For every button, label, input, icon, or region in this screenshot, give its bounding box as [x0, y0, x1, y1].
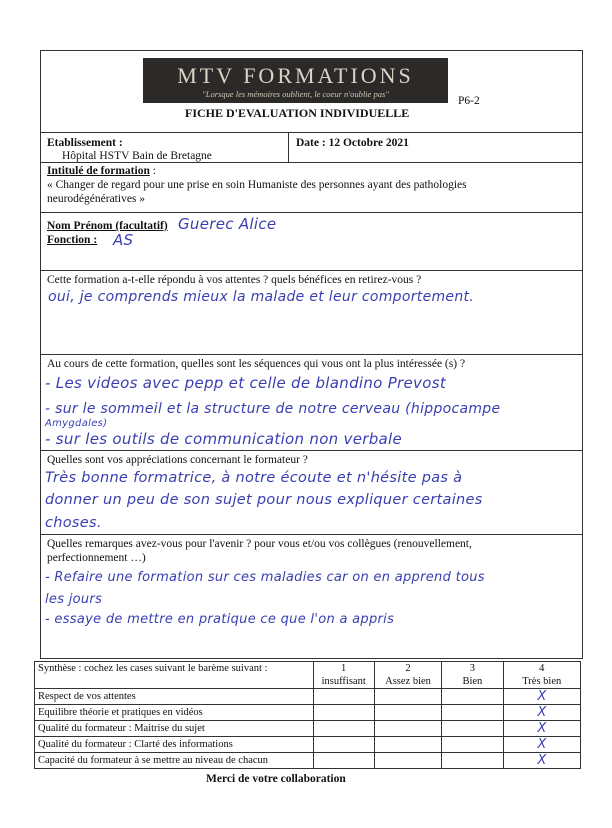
checkbox-cell[interactable] — [442, 689, 503, 705]
table-row — [35, 705, 581, 721]
row-label: Qualité du formateur : Clarté des informations — [35, 737, 314, 753]
answer-3-line-2: donner un peu de son sujet pour nous expliquer certaines — [45, 492, 483, 508]
nom-label: Nom Prénom (facultatif) — [47, 220, 168, 232]
divider — [40, 212, 583, 213]
answer-2-line-2: - sur le sommeil et la structure de notre cerveau (hippocampe — [45, 401, 501, 417]
column-4-number: 4 — [539, 663, 545, 674]
column-4-header — [503, 662, 580, 689]
checkbox-cell[interactable] — [442, 753, 503, 769]
check-mark: X — [537, 688, 547, 704]
answer-1-line-1: oui, je comprends mieux la malade et leur comportement. — [48, 289, 475, 305]
fonction-value: AS — [113, 231, 134, 249]
synthese-header-row — [35, 662, 581, 689]
question-4-line-2: perfectionnement …) — [47, 552, 146, 564]
checkbox-cell[interactable] — [503, 705, 580, 721]
checkbox-cell[interactable] — [442, 737, 503, 753]
column-1-header — [313, 662, 374, 689]
intitule-heading — [47, 164, 156, 178]
column-4-label: Très bien — [522, 676, 562, 687]
divider — [288, 132, 289, 162]
row-label: Capacité du formateur à se mettre au niveau de chacun — [35, 753, 314, 769]
answer-3-line-1: Très bonne formatrice, à notre écoute et n'hésite pas à — [45, 470, 463, 486]
nom-value: Guerec Alice — [178, 215, 277, 233]
intitule-value: « Changer de regard pour une prise en soin Humaniste des personnes ayant des pathologies neurodégénératives » — [47, 179, 467, 205]
column-1-number: 1 — [341, 663, 347, 674]
answer-4-line-2: les jours — [45, 592, 103, 607]
table-row — [35, 689, 581, 705]
row-label: Qualité du formateur : Maitrise du sujet — [35, 721, 314, 737]
document-reference: P6-2 — [458, 95, 480, 107]
row-label: Equilibre théorie et pratiques en vidéos — [35, 705, 314, 721]
divider — [40, 162, 583, 163]
checkbox-cell[interactable] — [374, 737, 441, 753]
answer-4-line-1: - Refaire une formation sur ces maladies car on en apprend tous — [45, 570, 485, 585]
synthese-header-label: Synthèse : cochez les cases suivant le barème suivant : — [35, 662, 314, 689]
checkbox-cell[interactable] — [374, 753, 441, 769]
checkbox-cell[interactable] — [374, 705, 441, 721]
column-1-label: insuffisant — [321, 676, 366, 687]
check-mark: X — [537, 704, 547, 720]
checkbox-cell[interactable] — [313, 689, 374, 705]
fonction-label: Fonction : — [47, 234, 98, 246]
table-row — [35, 737, 581, 753]
answer-2-line-4: - sur les outils de communication non verbale — [45, 430, 403, 448]
checkbox-cell[interactable] — [313, 705, 374, 721]
column-3-number: 3 — [469, 663, 475, 674]
question-1: Cette formation a-t-elle répondu à vos attentes ? quels bénéfices en retirez-vous ? — [47, 274, 422, 286]
answer-2-line-1: - Les videos avec pepp et celle de blandino Prevost — [45, 374, 447, 392]
checkbox-cell[interactable] — [503, 737, 580, 753]
logo-tagline: "Lorsque les mémoires oublient, le coeur n'oublie pas" — [202, 89, 389, 99]
checkbox-cell[interactable] — [442, 721, 503, 737]
row-label: Respect de vos attentes — [35, 689, 314, 705]
intitule-label: Intitulé de formation — [47, 165, 150, 177]
divider — [40, 534, 583, 535]
checkbox-cell[interactable] — [442, 705, 503, 721]
answer-2-line-3: Amygdales) — [45, 418, 108, 429]
question-4-line-1: Quelles remarques avez-vous pour l'avenir ? pour vous et/ou vos collègues (renouvellement, — [47, 538, 472, 550]
divider — [40, 354, 583, 355]
answer-4-line-3: - essaye de mettre en pratique ce que l'on a appris — [45, 612, 395, 627]
etablissement-label: Etablissement : — [47, 137, 123, 149]
checkbox-cell[interactable] — [313, 721, 374, 737]
check-mark: X — [537, 752, 547, 768]
checkbox-cell[interactable] — [503, 753, 580, 769]
question-3: Quelles sont vos appréciations concernant le formateur ? — [47, 454, 308, 466]
intitule-colon: : — [149, 165, 156, 177]
answer-3-line-3: choses. — [45, 515, 102, 531]
divider — [40, 450, 583, 451]
table-row — [35, 753, 581, 769]
check-mark: X — [537, 736, 547, 752]
column-3-label: Bien — [462, 676, 483, 687]
company-logo — [143, 58, 448, 103]
check-mark: X — [537, 720, 547, 736]
table-row — [35, 721, 581, 737]
divider — [40, 132, 583, 133]
date-label: Date : 12 Octobre 2021 — [296, 137, 409, 149]
checkbox-cell[interactable] — [503, 721, 580, 737]
logo-title: MTV FORMATIONS — [177, 63, 414, 88]
synthese-table — [34, 661, 581, 769]
etablissement-value: Hôpital HSTV Bain de Bretagne — [62, 150, 212, 162]
column-2-number: 2 — [405, 663, 411, 674]
checkbox-cell[interactable] — [374, 721, 441, 737]
checkbox-cell[interactable] — [503, 689, 580, 705]
column-2-header — [374, 662, 441, 689]
footer-thanks: Merci de votre collaboration — [206, 773, 346, 785]
checkbox-cell[interactable] — [374, 689, 441, 705]
column-3-header — [442, 662, 503, 689]
divider — [40, 270, 583, 271]
checkbox-cell[interactable] — [313, 737, 374, 753]
document-title: FICHE D'EVALUATION INDIVIDUELLE — [185, 106, 410, 120]
column-2-label: Assez bien — [385, 676, 431, 687]
question-2: Au cours de cette formation, quelles sont les séquences qui vous ont la plus intéressée (s) ? — [47, 358, 466, 370]
checkbox-cell[interactable] — [313, 753, 374, 769]
